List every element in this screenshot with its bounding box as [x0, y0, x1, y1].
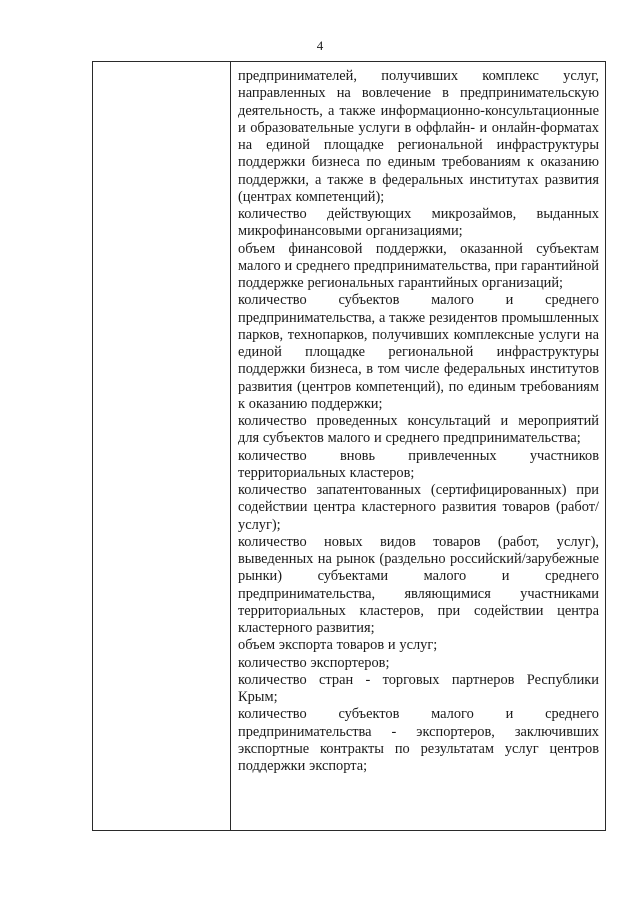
- list-item: количество стран - торговых партнеров Республики Крым;: [238, 671, 599, 705]
- list-item: предпринимателей, получивших комплекс услуг, направленных на вовлечение в предпринимательскую деятельность, а также информационно-консультационные и образовательные услуги в оффлайн- и онлайн-форматах на единой площадке региональной инфраструктуры поддержки бизнеса по единым требованиям к оказанию поддержки, а также в федеральных институтах развития (центрах компетенций);: [238, 68, 599, 205]
- list-item: объем экспорта товаров и услуг;: [238, 637, 438, 654]
- list-item: количество субъектов малого и среднего предпринимательства, а также резидентов промышленных парков, технопарков, получивших комплексные услуги на единой площадке региональной инфраструктуры поддержки бизнеса, в том числе федеральных институтов развития (центров компетенций), по единым требованиям к оказанию поддержки;: [238, 292, 599, 412]
- list-item: количество вновь привлеченных участников территориальных кластеров;: [238, 447, 599, 481]
- page-number: 4: [316, 38, 324, 53]
- list-item: количество субъектов малого и среднего предпринимательства - экспортеров, заключивших экспортные контракты по результатам услуг центров поддержки экспорта;: [238, 706, 599, 774]
- list-item: количество действующих микрозаймов, выданных микрофинансовыми организациями;: [238, 206, 599, 240]
- indicator-list: [238, 68, 599, 775]
- table-right-cell: [231, 62, 605, 830]
- list-item: количество запатентованных (сертифицированных) при содействии центра кластерного развития товаров (работ/услуг);: [238, 482, 599, 533]
- table-left-cell: [93, 62, 231, 830]
- list-item: объем финансовой поддержки, оказанной субъектам малого и среднего предпринимательства, при гарантийной поддержке региональных гарантийных организаций;: [238, 240, 599, 291]
- list-item: количество экспортеров;: [238, 654, 390, 671]
- document-table: [92, 61, 606, 831]
- list-item: количество новых видов товаров (работ, услуг), выведенных на рынок (раздельно российский/зарубежные рынки) субъектами малого и среднего предпринимательства, являющимися участниками территориальных кластеров, при содействии центра кластерного развития;: [238, 533, 599, 636]
- list-item: количество проведенных консультаций и мероприятий для субъектов малого и среднего предпринимательства;: [238, 413, 599, 447]
